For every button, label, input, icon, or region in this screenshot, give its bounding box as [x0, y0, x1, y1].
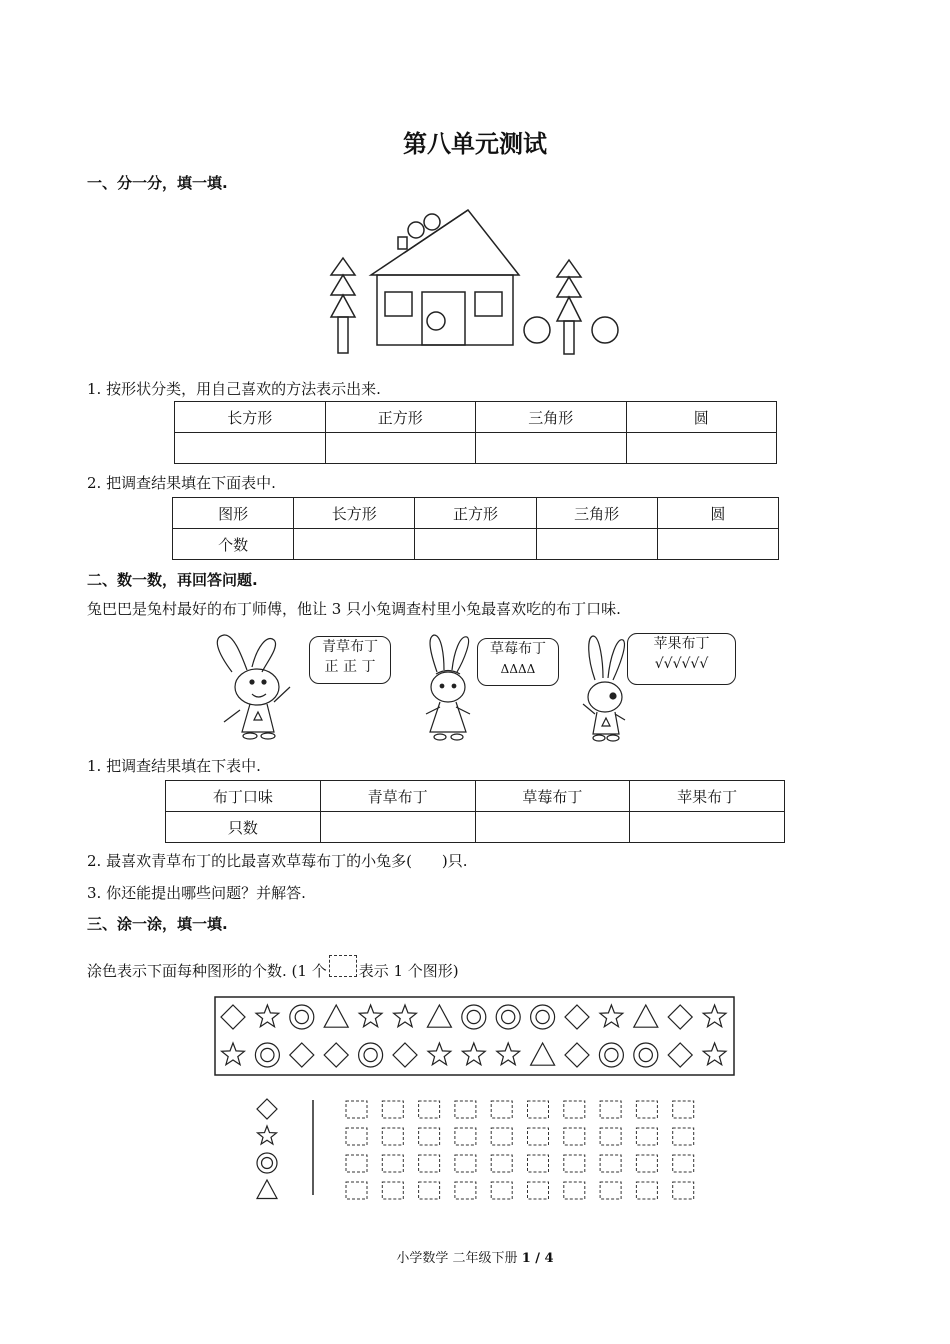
coloring-box[interactable]	[455, 1182, 476, 1199]
triangle-icon	[427, 1005, 451, 1027]
coloring-box[interactable]	[491, 1155, 512, 1172]
star-icon	[256, 1005, 279, 1027]
answer-cell[interactable]	[325, 433, 476, 464]
ring-icon	[257, 1153, 277, 1173]
coloring-box[interactable]	[455, 1101, 476, 1118]
coloring-box[interactable]	[419, 1182, 440, 1199]
ring-icon	[496, 1005, 520, 1029]
section-1-question-2: 2. 把调查结果填在下面表中.	[87, 474, 276, 492]
bubble-flavor: 青草布丁	[322, 639, 378, 655]
coloring-box[interactable]	[346, 1101, 367, 1118]
diamond-icon	[393, 1043, 417, 1067]
speech-bubble-2	[477, 638, 559, 686]
speech-bubble-3	[627, 633, 736, 685]
diamond-icon	[565, 1043, 589, 1067]
table-header: 正方形	[325, 402, 476, 433]
answer-cell[interactable]	[630, 812, 785, 843]
coloring-box[interactable]	[455, 1128, 476, 1145]
coloring-box[interactable]	[528, 1182, 549, 1199]
instruction-text: 涂色表示下面每种图形的个数. (1 个	[87, 962, 327, 980]
coloring-box[interactable]	[346, 1182, 367, 1199]
star-icon	[703, 1005, 726, 1027]
coloring-box[interactable]	[528, 1155, 549, 1172]
coloring-box[interactable]	[382, 1182, 403, 1199]
triangle-icon	[257, 1180, 277, 1199]
coloring-box[interactable]	[528, 1101, 549, 1118]
left-tree-picture	[331, 258, 355, 353]
coloring-box[interactable]	[491, 1182, 512, 1199]
bubble-flavor: 苹果布丁	[653, 636, 710, 652]
table-header: 圆	[626, 402, 777, 433]
star-icon	[222, 1043, 245, 1065]
answer-cell[interactable]	[657, 529, 778, 560]
rabbit-2-picture	[412, 632, 482, 744]
coloring-grid	[250, 1095, 700, 1207]
coloring-box[interactable]	[600, 1101, 621, 1118]
star-icon	[394, 1005, 417, 1027]
table-header: 长方形	[294, 498, 415, 529]
rabbit-1-picture	[212, 632, 307, 742]
triangle-icon	[531, 1043, 555, 1065]
coloring-box[interactable]	[346, 1155, 367, 1172]
table-header: 三角形	[476, 402, 627, 433]
bubble-tally: √√√√√√	[654, 656, 709, 672]
count-table	[172, 497, 779, 560]
coloring-box[interactable]	[564, 1182, 585, 1199]
answer-cell[interactable]	[476, 433, 627, 464]
star-icon	[359, 1005, 382, 1027]
answer-cell[interactable]	[415, 529, 536, 560]
table-header: 苹果布丁	[630, 781, 785, 812]
page-title: 第八单元测试	[403, 130, 547, 158]
footer-text: 小学数学 二年级下册	[396, 1251, 518, 1266]
star-icon	[428, 1043, 451, 1065]
ring-icon	[359, 1043, 383, 1067]
speech-bubble-1	[309, 636, 391, 684]
section-2-question-2: 2. 最喜欢青草布丁的比最喜欢草莓布丁的小兔多( )只.	[87, 852, 468, 870]
coloring-box[interactable]	[419, 1101, 440, 1118]
section-1-question-1: 1. 按形状分类，用自己喜欢的方法表示出来.	[87, 380, 381, 398]
coloring-box[interactable]	[600, 1128, 621, 1145]
pudding-table	[165, 780, 785, 843]
answer-cell[interactable]	[536, 529, 657, 560]
coloring-box[interactable]	[382, 1101, 403, 1118]
table-header: 青草布丁	[320, 781, 475, 812]
triangle-icon	[324, 1005, 348, 1027]
shape-table	[174, 401, 777, 464]
ring-icon	[290, 1005, 314, 1029]
section-2-question-1: 1. 把调查结果填在下表中.	[87, 757, 261, 775]
section-2-heading: 二、数一数，再回答问题.	[87, 571, 258, 589]
ring-icon	[634, 1043, 658, 1067]
rabbit-3-picture	[575, 632, 635, 744]
diamond-icon	[668, 1043, 692, 1067]
coloring-box[interactable]	[673, 1182, 694, 1199]
row-label: 个数	[173, 529, 294, 560]
coloring-box[interactable]	[600, 1155, 621, 1172]
coloring-box[interactable]	[636, 1155, 657, 1172]
answer-cell[interactable]	[175, 433, 326, 464]
triangle-icon	[634, 1005, 658, 1027]
coloring-box[interactable]	[636, 1182, 657, 1199]
star-icon	[703, 1043, 726, 1065]
answer-cell[interactable]	[626, 433, 777, 464]
coloring-box[interactable]	[564, 1155, 585, 1172]
page-number: 1 / 4	[521, 1251, 554, 1266]
coloring-box[interactable]	[600, 1182, 621, 1199]
bubble-tally: ΔΔΔΔ	[500, 662, 536, 676]
coloring-box[interactable]	[673, 1155, 694, 1172]
shape-panel	[214, 996, 736, 1076]
row-label: 只数	[166, 812, 321, 843]
coloring-box[interactable]	[382, 1128, 403, 1145]
bubble-flavor: 草莓布丁	[490, 641, 546, 657]
coloring-box[interactable]	[636, 1101, 657, 1118]
coloring-box[interactable]	[455, 1155, 476, 1172]
coloring-box[interactable]	[564, 1128, 585, 1145]
section-3-instruction	[87, 960, 459, 983]
star-icon	[600, 1005, 623, 1027]
table-header: 布丁口味	[166, 781, 321, 812]
answer-cell[interactable]	[294, 529, 415, 560]
section-2-question-3: 3. 你还能提出哪些问题？并解答.	[87, 884, 306, 902]
instruction-text: 表示 1 个图形)	[358, 962, 459, 980]
star-icon	[258, 1126, 277, 1144]
coloring-box[interactable]	[673, 1128, 694, 1145]
diamond-icon	[257, 1099, 277, 1119]
coloring-box[interactable]	[382, 1155, 403, 1172]
coloring-box[interactable]	[491, 1128, 512, 1145]
ring-icon	[531, 1005, 555, 1029]
coloring-box[interactable]	[673, 1101, 694, 1118]
dashed-box-icon	[329, 955, 357, 977]
table-header: 长方形	[175, 402, 326, 433]
footer	[0, 1247, 950, 1266]
coloring-box[interactable]	[419, 1128, 440, 1145]
ring-icon	[255, 1043, 279, 1067]
house-picture	[320, 205, 630, 360]
table-header: 圆	[657, 498, 778, 529]
coloring-box[interactable]	[564, 1101, 585, 1118]
coloring-box[interactable]	[346, 1128, 367, 1145]
diamond-icon	[565, 1005, 589, 1029]
diamond-icon	[290, 1043, 314, 1067]
coloring-box[interactable]	[636, 1128, 657, 1145]
diamond-icon	[221, 1005, 245, 1029]
star-icon	[462, 1043, 485, 1065]
star-icon	[497, 1043, 520, 1065]
bubble-tally: 正 正 丁	[324, 659, 376, 675]
ring-icon	[462, 1005, 486, 1029]
ring-icon	[599, 1043, 623, 1067]
table-header: 正方形	[415, 498, 536, 529]
answer-cell[interactable]	[320, 812, 475, 843]
diamond-icon	[324, 1043, 348, 1067]
table-header: 三角形	[536, 498, 657, 529]
section-2-intro: 兔巴巴是兔村最好的布丁师傅，他让 3 只小兔调查村里小兔最喜欢吃的布丁口味.	[87, 600, 621, 618]
coloring-box[interactable]	[419, 1155, 440, 1172]
coloring-box[interactable]	[491, 1101, 512, 1118]
answer-cell[interactable]	[475, 812, 630, 843]
diamond-icon	[668, 1005, 692, 1029]
section-3-heading: 三、涂一涂，填一填.	[87, 915, 228, 933]
coloring-box[interactable]	[528, 1128, 549, 1145]
section-1-heading: 一、分一分，填一填.	[87, 174, 228, 192]
table-header: 图形	[173, 498, 294, 529]
table-header: 草莓布丁	[475, 781, 630, 812]
